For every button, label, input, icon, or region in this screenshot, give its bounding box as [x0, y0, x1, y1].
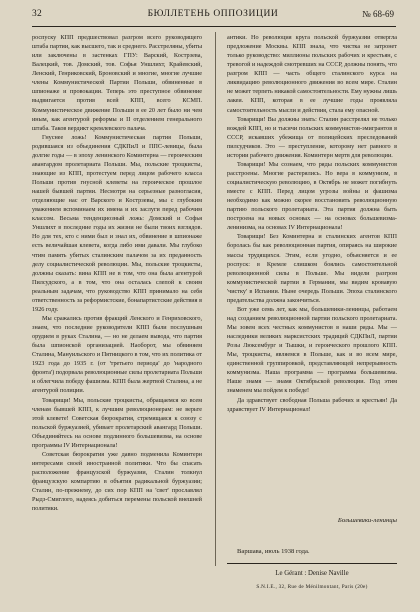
imprint-box [227, 563, 397, 594]
right-column [227, 33, 397, 515]
issue-number: № 68-69 [362, 9, 394, 19]
left-paragraph: Товарищи! Мы, польские троцкисты, обращаемся ко всем членам бывшей КПП, к лучшим революционерам: не верьте этой клевете! Советская бюрократия, стремящаяся к союзу с польской буржуазией, убивает пролетарский авангард Польши. Объединяйтесь на основе подлинного большевизма, на основе программы IV Интернационала! [32, 396, 202, 449]
left-column [32, 33, 202, 567]
journal-title: БЮЛЛЕТЕНЬ ОППОЗИЦИИ [147, 9, 279, 19]
left-paragraph: Мы сражались против фракций Ленского и Генриховского, знаем, что последние руководители КПП были послушным орудием в руках Сталина, — но не делаем вывода, что партия была шпионской организацией. Наоборот, мы обвиняем Сталина, Мануильского и Пятницкого в том, что их политика от 1923 года до 1935 г. (от 'третьего периода' до 'народного фронта') подорвала революционные силы пролетариата Польши и облегчила победу фашизма. КПП была жертвой Сталина, а не агентурой полиции. [32, 314, 202, 395]
date-line: Варшава, июль 1938 года. [237, 548, 310, 555]
right-paragraph: Товарищи! Мы сознаем, что ряды польских коммунистов расстроены. Многие растерялись. Но вера в коммунизм, в социалистическую революцию, в Октябрь не может погибнуть вместе с КПП. Перед лицом угрозы войны и фашизма необходимо как можно скорее восстановить революционную партию польского пролетариата. Эта партия должна быть построена на новых основах — на основах большевизма-ленинизма, на основах IV Интернационала! [227, 160, 397, 232]
column-divider [215, 32, 216, 566]
right-paragraph: Вот уже семь лет, как мы, большевики-ленинцы, работаем над созданием революционной партии польского пролетариата. Мы зовем всех честных коммунистов в наши ряды. Мы — наследники великих марксистских традиций СДКПиЛ, партии Розы Люксембург и Тышки, и героического прошлого КПП. Мы, троцкисты, являемся в Польше, как и во всем мире, единственной группировкой, представляющей непрерывность коммунизма. Наша программа — программа большевизма. Наше знамя — знамя Октябрьской революции. Под этим знаменем мы пойдем к победе! [227, 305, 397, 395]
left-paragraph: Гнуснее ложь! Коммунистическая партия Польши, родившаяся из объединения СДКПиЛ и ППС-левицы, была долгие годы — в эпоху ленинского Коминтерна — героическим авангардом пролетариата Польши. Мы, польские троцкисты, знающие из КПП, протестуем перед лицом рабочего класса Польши против гнусной клеветы на героическое прошлое нашей бывшей партии. Несмотря на серьезные разногласия, отделяющие нас от Варского и Кострзевы, мы с глубоким уважением вспоминаем их имена и их заслуги перед рабочим классом. Весьма тенденциозный ложь: Домский и Софья Уншлихт в последние годы их жизни не были твоих взглядов. Но для тех, кто с ними был и знал их, обвинение в шпионаже есть величайшая клевета, когда либо ими давали. Мы глубоко чтим память убитых сталинским палачом за их преданность делу социалистической революции. Мы, польские троцкисты, должны сказать: вина КПП не в том, что она была агентурой Пилсудского, а в том, что она осталась слепой к своим реальным задачам, что руководство КПП принимало на себя ответственность за реформистские, бонапартистские действия в 1926 году. [32, 133, 202, 313]
left-paragraph: Советская бюрократия уже давно подменила Коминтерн интересами своей иностранной политики. Что бы спасать расположение французской буржуазии, Сталин толкнул французскую компартию в объятия радикальной буржуазии; Сталин, по-прежнему, до сих пор КПП на 'свет' прославлял Рыдз-Смиглого, надеясь добиться перемены польской внешней политики. [32, 450, 202, 513]
right-paragraph: антики. Но революция круга польской буржуазии отвергла предложение Москвы. КПП знала, что чистка не затронет только руководство: миллионы польских рабочих и крестьян, с тревогой и надеждой смотревших на СССР, должны понять, что разгром КПП — часть общего сталинского курса на ликвидацию революционного движения во всем мире. Сталин не может терпеть никакой самостоятельности. Ему нужны лишь лакеи. КПП, которая в ее лучшие годы проявляла самостоятельность мысли и действия, стала ему опасной. [227, 34, 397, 114]
right-paragraph: Товарищи! Без Коминтерна и сталинских агентов КПП боролась бы как революционная партия, опираясь на широкие массы трудящихся. Этим, если угодно, объясняется и ее роспуск: в Кремле слишком боялись самостоятельной революционной силы в Польше. Мы видели разгром коммунистической партии в Германии, мы видим кровавую 'чистку' в Испании. Ныне очередь Польши. Эпоха сталинского предательства должна закончиться. [227, 233, 397, 304]
page-header [32, 9, 394, 23]
header-rule [32, 26, 396, 27]
right-paragraph: Товарищи! Вы должны знать: Сталин расстрелял не только вождей КПП, но и тысячи польских коммунистов-эмигрантов в СССР, искавших убежища от полицейских преследований пилсудчиков. Это — преступление, которому нет равного в истории рабочего движения. Коминтерн мертв для революции. [227, 115, 397, 159]
page-number: 32 [32, 9, 42, 19]
right-paragraph: Да здравствует свободная Польша рабочих и крестьян! Да здравствует IV Интернационал! [227, 396, 397, 413]
printer-line: S.N.I.E., 32, Rue de Ménilmontant, Paris (20e) [256, 584, 368, 590]
left-paragraph: роспуску КПП предшествовал разгром всего руководящего штаба партии, как высшего, так и среднего. Расстреляны, убиты или заключены в застенках ГПУ: Варский, Кострзева, Валецкий, тов. Домский, тов. Софья Уншлихт, Крайевский, Ленский, Генриковский, Броновский и многие, многие лучшие члены Коммунистической Партии Польши, обвиненные в шпионаже и провокации. Теперь это преступное обвинение выдвигается против всей КПП, всего КСМП. Коммунистическое движение Польши в ее 20 лет было ни чем иным, как агентурой реформы и II отделением генерального штаба. Таков вердикт кремлевского палача. [32, 34, 202, 132]
gerant-line: Le Gérant : Denise Naville [275, 570, 349, 577]
signature: Большевики-ленинцы [337, 517, 397, 524]
